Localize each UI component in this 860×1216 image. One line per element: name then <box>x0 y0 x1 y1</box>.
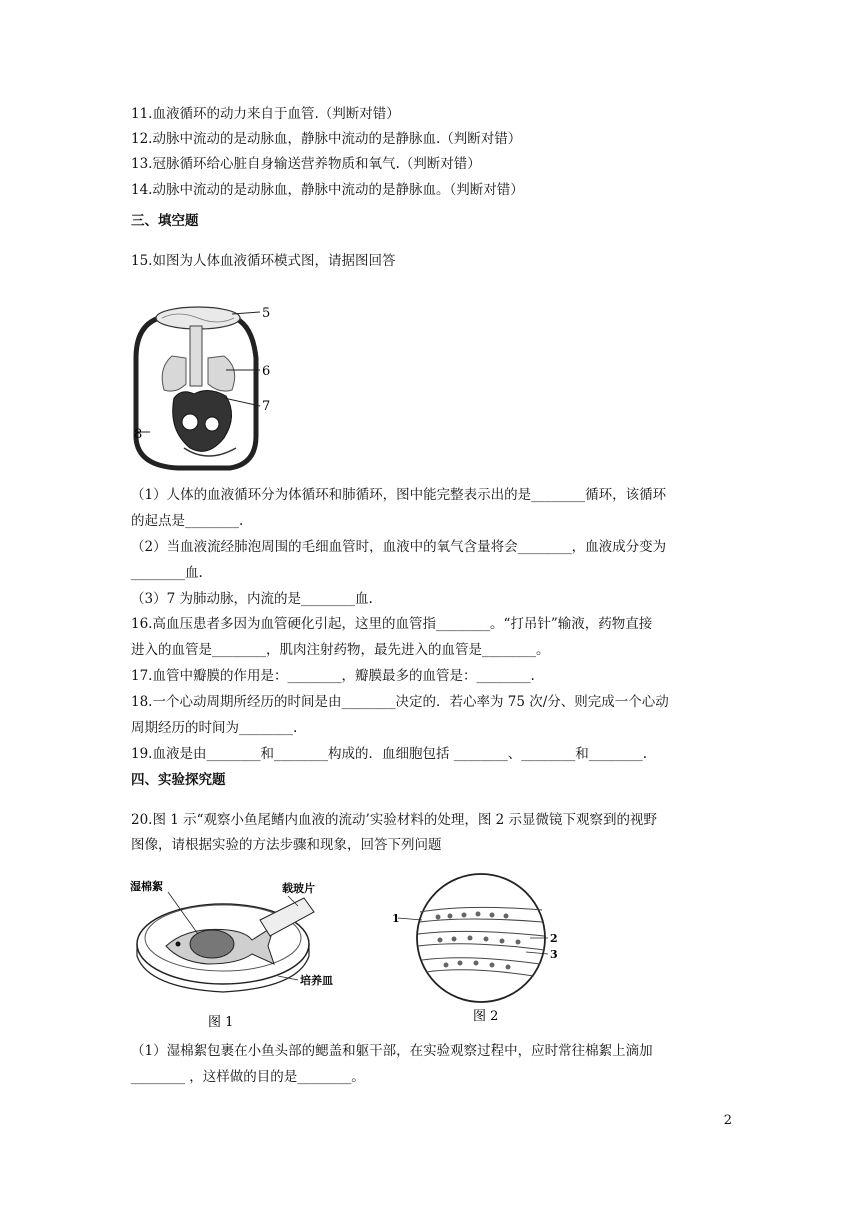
figure-2-caption: 图 2 <box>473 1009 499 1024</box>
page-number: 2 <box>723 1113 732 1128</box>
q20-part1-line2: ________ ，这样做的目的是________。 <box>131 1069 365 1085</box>
label-6: 6 <box>262 364 271 379</box>
question-18-line2: 周期经历的时间为________. <box>131 720 298 736</box>
q20-part1-line1: （1）湿棉絮包裹在小鱼头部的鳃盖和躯干部，在实验观察过程中，应时常往棉絮上滴加 <box>131 1043 653 1059</box>
label-wet-cotton: 湿棉絮 <box>130 880 163 893</box>
question-11: 11.血液循环的动力来自于血管.（判断对错） <box>131 106 400 122</box>
label-1: 1 <box>392 912 400 925</box>
figure-1-caption: 图 1 <box>208 1015 234 1030</box>
question-12: 12.动脉中流动的是动脉血，静脉中流动的是静脉血.（判断对错） <box>131 131 522 147</box>
label-glass-slide: 载玻片 <box>282 882 315 895</box>
question-16-line2: 进入的血管是________，肌肉注射药物，最先进入的血管是________。 <box>131 642 550 658</box>
q15-part3: （3）7 为肺动脉，内流的是________血. <box>131 591 373 607</box>
question-14: 14.动脉中流动的是动脉血，静脉中流动的是静脉血。（判断对错） <box>131 182 524 198</box>
label-5: 5 <box>262 306 271 321</box>
question-13: 13.冠脉循环给心脏自身输送营养物质和氧气.（判断对错） <box>131 156 481 172</box>
section-heading-experiment: 四、实验探究题 <box>131 772 226 788</box>
q15-part2-line1: （2）当血液流经肺泡周围的毛细血管时，血液中的氧气含量将会________，血液成分变为 <box>131 539 667 555</box>
question-15: 15.如图为人体血液循环模式图，请据图回答 <box>131 253 396 269</box>
label-2: 2 <box>550 932 558 945</box>
question-16-line1: 16.高血压患者多因为血管硬化引起，这里的血管指________。“打吊针”输液，药物直接 <box>131 616 653 632</box>
blood-circulation-diagram <box>128 298 288 473</box>
question-18-line1: 18.一个心动周期所经历的时间是由________决定的．若心率为 75 次/分、则完成一个心动 <box>131 694 669 710</box>
section-heading-fill-blank: 三、填空题 <box>131 213 199 229</box>
q15-part1-line2: 的起点是________. <box>131 513 244 529</box>
label-7: 7 <box>262 399 271 414</box>
q15-part2-line2: ________血. <box>131 565 203 581</box>
q15-part1-line1: （1）人体的血液循环分为体循环和肺循环，图中能完整表示出的是________循环，该循环 <box>131 487 667 503</box>
label-3: 3 <box>550 948 558 961</box>
label-8: 8 <box>134 427 143 442</box>
question-20-line1: 20.图 1 示“观察小鱼尾鳍内血液的流动’实验材料的处理，图 2 示显微镜下观察到的视野 <box>131 812 658 828</box>
question-19: 19.血液是由________和________构成的．血细胞包括 ________、________和________. <box>131 746 648 762</box>
label-petri-dish: 培养皿 <box>300 974 333 987</box>
question-20-line2: 图像，请根据实验的方法步骤和现象，回答下列问题 <box>131 837 442 853</box>
fish-experiment-figures <box>128 868 578 1033</box>
question-17: 17.血管中瓣膜的作用是：________，瓣膜最多的血管是：________. <box>131 668 535 684</box>
